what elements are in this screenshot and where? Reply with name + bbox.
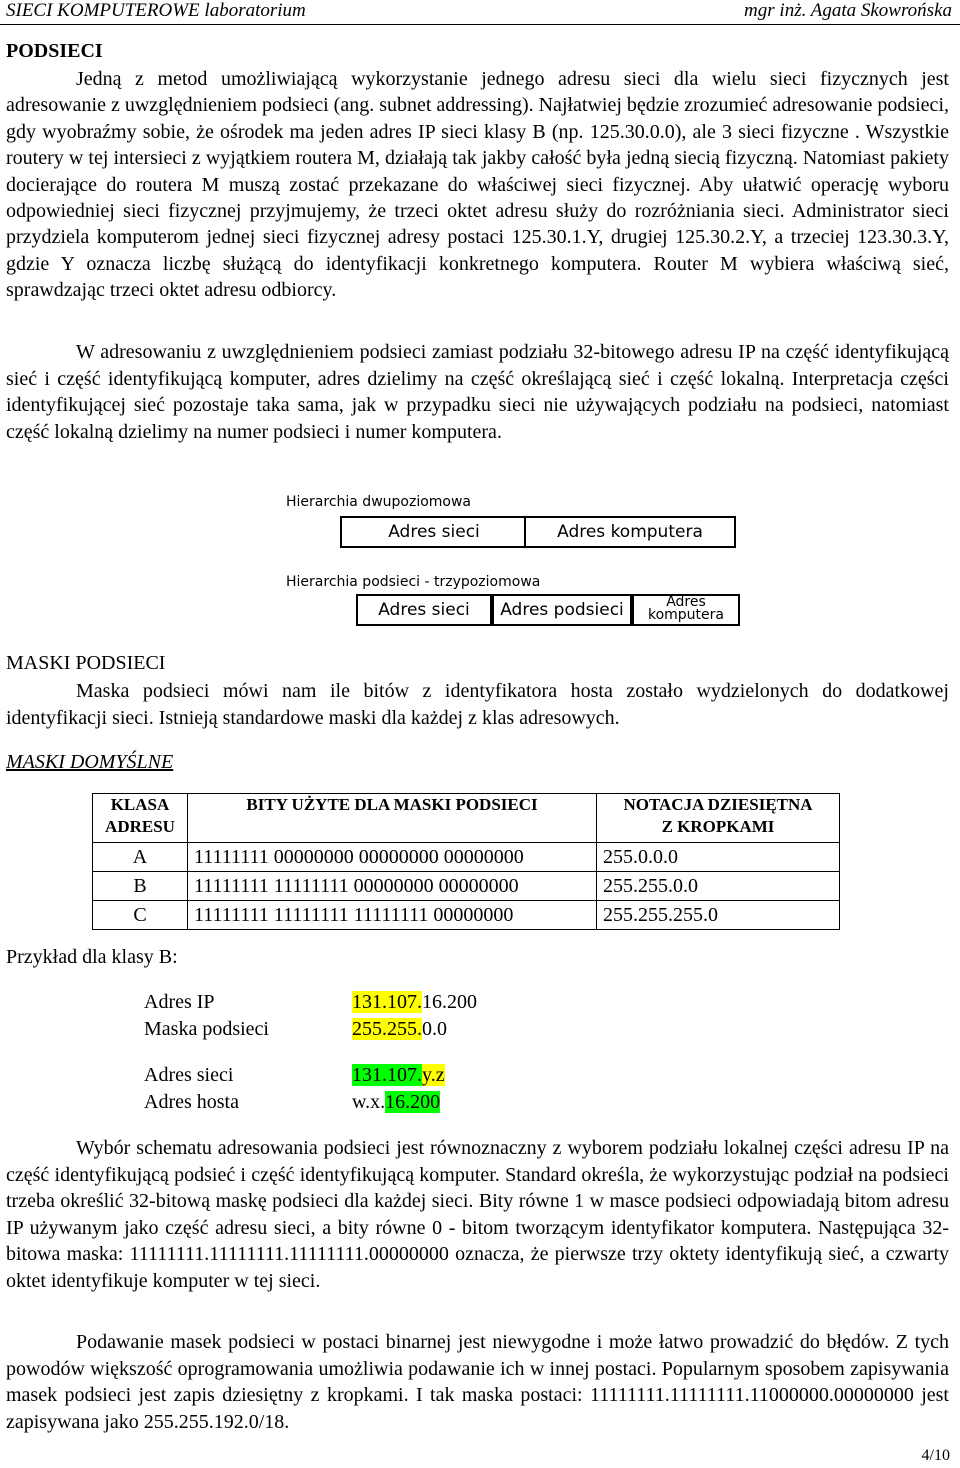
paragraph-maski-podsieci: Maska podsieci mówi nam ile bitów z identyfikatora hosta zostało wydzielonych do dodatkowej identyfikacji sieci. Istnieją standardowe maski dla każdej z klas adresowych. [6, 680, 949, 729]
subnet-hierarchy-diagram [282, 490, 742, 630]
example-ip-value [352, 991, 477, 1014]
highlight-host-part: 16.200 [385, 1091, 441, 1113]
diagram-label-three-level: Hierarchia podsieci - trzypoziomowa [286, 574, 541, 590]
highlight-mask-part: 255.255. [352, 1018, 422, 1040]
table-row [93, 872, 840, 901]
paragraph-mask-notation: Podawanie masek podsieci w postaci binarnej jest niewygodne i może łatwo prowadzić do błędów. Z tych powodów większość oprogramowania umożliwia podawanie ich w innej postaci. Popularnym sposobem zapisywania masek podsieci jest zapis dziesiętny z kropkami. I tak maska postaci: 11111111.11111111.11000000.00000000 jest zapisywana jako 255.255.192.0/18. [6, 1331, 949, 1433]
table-cell-bits: 11111111 00000000 00000000 00000000 [188, 843, 597, 872]
header-course-title: SIECI KOMPUTEROWE laboratorium [6, 0, 306, 21]
paragraph-podsieci-intro: Jedną z metod umożliwiającą wykorzystanie jednego adresu sieci dla wielu sieci fizycznych jest adresowanie z uwzględnieniem podsieci (ang. subnet addressing). Najłatwiej będzie zrozumieć adresowanie podsieci, gdy wyobraźmy sobie, że ośrodek ma jeden adres IP sieci klasy B (np. 125.30.0.0), ale 3 sieci fizyczne . Wszystkie routery w tej intersieci z wyjątkiem routera M, działają tak jakby całość była jedną siecią fizyczną. Natomiast pakiety docierające do routera M muszą zostać przekazane do właściwej sieci fizycznej. Aby ułatwić operację wyboru odpowiedniej sieci fizycznej przyjmujemy, że trzeci oktet adresu służy do rozróżniania sieci. Administrator sieci przydziela komputerom jednej sieci fizycznej adresy postaci 125.30.1.Y, drugiej 125.30.2.Y, a trzeciej 123.30.3.Y, gdzie Y oznacza liczbę służącą do identyfikacji konkretnego komputera. Router M wybiera właściwą sieć, sprawdzając trzeci oktet adresu odbiorcy. [6, 68, 949, 302]
diagram-box-network-address-2: Adres sieci [356, 594, 492, 626]
table-cell-decimal: 255.255.0.0 [597, 872, 840, 901]
section-title-podsieci: PODSIECI [6, 40, 103, 62]
diagram-box5-line1: Adres [666, 594, 706, 610]
table-cell-class: C [93, 901, 188, 930]
diagram-label-two-level: Hierarchia dwupoziomowa [286, 494, 472, 510]
highlight-net-part: 131.107. [352, 1064, 422, 1086]
table-cell-class: A [93, 843, 188, 872]
page-header [0, 0, 960, 25]
highlight-network-part: 131.107. [352, 991, 422, 1013]
table-cell-bits: 11111111 11111111 11111111 00000000 [188, 901, 597, 930]
example-net-rest: y.z [422, 1064, 445, 1086]
example-ip-label: Adres IP [144, 991, 215, 1013]
example-net-label: Adres sieci [144, 1064, 234, 1086]
section-title-maski-podsieci: MASKI PODSIECI [6, 652, 166, 674]
example-host-label: Adres hosta [144, 1091, 239, 1113]
example-mask-rest: 0.0 [422, 1018, 447, 1040]
example-label: Przykład dla klasy B: [6, 946, 178, 968]
table-header-class-l2: ADRESU [105, 817, 175, 836]
table-cell-decimal: 255.0.0.0 [597, 843, 840, 872]
example-net-value [352, 1064, 445, 1087]
example-mask-label: Maska podsieci [144, 1018, 269, 1040]
table-header-class [93, 794, 188, 843]
example-host-value [352, 1091, 440, 1114]
default-masks-table [92, 793, 840, 930]
example-host-prefix: w.x. [352, 1091, 386, 1113]
table-row [93, 901, 840, 930]
diagram-box-network-address: Adres sieci [340, 516, 528, 548]
diagram-box-host-address-2 [632, 594, 740, 626]
header-author: mgr inż. Agata Skowrońska [744, 0, 952, 21]
example-ip-rest: 16.200 [422, 991, 477, 1013]
table-cell-bits: 11111111 11111111 00000000 00000000 [188, 872, 597, 901]
table-header-bits: BITY UŻYTE DLA MASKI PODSIECI [188, 794, 597, 843]
paragraph-podsieci-addressing: W adresowaniu z uwzględnieniem podsieci zamiast podziału 32-bitowego adresu IP na część identyfikującą sieć i część identyfikującą komputer, adres dzielimy na część określającą sieć i część lokalną. Interpretacja części identyfikującej sieć pozostaje taka sama, jak w przypadku sieci nie używających podziału na podsieci, natomiast część lokalną dzielimy na numer podsieci i numer komputera. [6, 341, 949, 443]
example-mask-value [352, 1018, 447, 1041]
diagram-box-subnet-address: Adres podsieci [492, 594, 632, 626]
table-row [93, 843, 840, 872]
table-cell-class: B [93, 872, 188, 901]
diagram-box5-line2: komputera [647, 607, 724, 623]
table-header-decimal [597, 794, 840, 843]
table-header-decimal-l1: NOTACJA DZIESIĘTNA [623, 795, 813, 814]
table-cell-decimal: 255.255.255.0 [597, 901, 840, 930]
section-title-maski-domyslne: MASKI DOMYŚLNE [6, 751, 174, 773]
table-header-row [93, 794, 840, 843]
diagram-box-host-address: Adres komputera [524, 516, 736, 548]
page-number: 4/10 [921, 1447, 950, 1464]
paragraph-subnet-scheme: Wybór schematu adresowania podsieci jest równoznaczny z wyborem podziału lokalnej części adresu IP na część identyfikującą podsieć i część identyfikującą komputer. Standard określa, że wykorzystując podział na podsieci trzeba określić 32-bitową maskę podsieci dla każdej sieci. Bity równe 1 w masce podsieci odpowiadają bitom adresu IP używanym jako część adresu sieci, a bity równe 0 - bitom tworzącym identyfikator komputera. Następująca 32-bitowa maska: 11111111.11111111.11111111.00000000 oznacza, że pierwsze trzy oktety identyfikują sieć, a czwarty oktet identyfikuje komputer w tej sieci. [6, 1137, 949, 1292]
table-header-decimal-l2: Z KROPKAMI [661, 817, 775, 836]
table-header-class-l1: KLASA [110, 795, 170, 814]
